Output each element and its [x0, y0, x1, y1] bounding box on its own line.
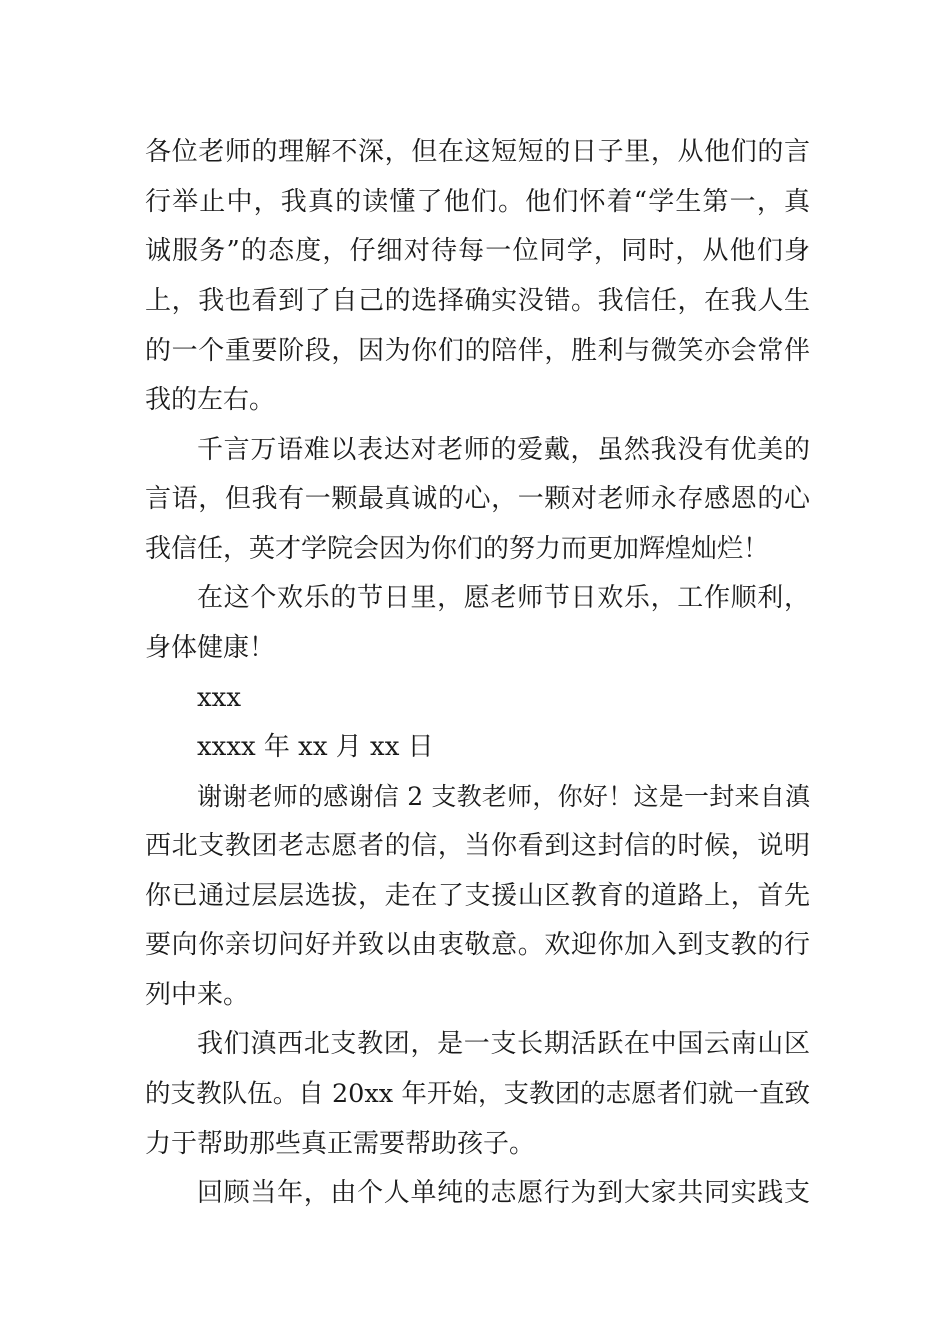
signature-name: xxx — [197, 683, 241, 713]
signature-date: xxxx 年 xx 月 xx 日 — [197, 732, 434, 762]
text-line: 诚服务”的态度，仔细对待每一位同学，同时，从他们身 — [145, 236, 810, 266]
text-line: 要向你亲切问好并致以由衷敬意。欢迎你加入到支教的行 — [145, 930, 810, 960]
text-line: 行举止中，我真的读懂了他们。他们怀着“学生第一，真 — [145, 187, 810, 217]
text-line: 我信任，英才学院会因为你们的努力而更加辉煌灿烂！ — [145, 534, 770, 564]
text-line: 谢谢老师的感谢信 2 支教老师，你好！这是一封来自滇 — [197, 782, 810, 811]
text-line: 的一个重要阶段，因为你们的陪伴，胜利与微笑亦会常伴 — [145, 336, 810, 366]
text-line: 你已通过层层选拔，走在了支援山区教育的道路上，首先 — [145, 881, 810, 911]
text-line: 西北支教团老志愿者的信，当你看到这封信的时候，说明 — [145, 831, 810, 861]
text-line: 回顾当年，由个人单纯的志愿行为到大家共同实践支 — [197, 1178, 810, 1208]
text-line: 上，我也看到了自己的选择确实没错。我信任，在我人生 — [145, 286, 810, 316]
text-line: 言语，但我有一颗最真诚的心，一颗对老师永存感恩的心 — [145, 484, 810, 514]
text-line: 我的左右。 — [145, 385, 276, 415]
text-line: 身体健康！ — [145, 633, 276, 663]
text-line: 力于帮助那些真正需要帮助孩子。 — [145, 1129, 536, 1159]
text-line: 列中来。 — [145, 980, 250, 1010]
text-line: 各位老师的理解不深，但在这短短的日子里，从他们的言 — [145, 137, 810, 167]
text-line: 我们滇西北支教团，是一支长期活跃在中国云南山区 — [197, 1029, 810, 1059]
text-line: 的支教队伍。自 20xx 年开始，支教团的志愿者们就一直致 — [145, 1079, 810, 1109]
text-line: 千言万语难以表达对老师的爱戴，虽然我没有优美的 — [197, 435, 810, 465]
text-line: 在这个欢乐的节日里，愿老师节日欢乐，工作顺利， — [197, 583, 810, 613]
